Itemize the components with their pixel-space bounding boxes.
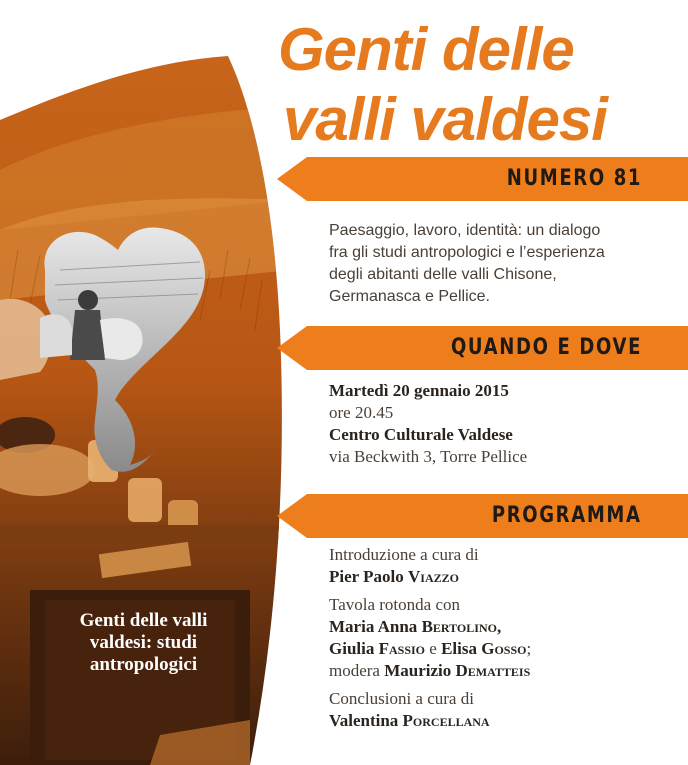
cover-caption-line: antropologici [89,654,198,675]
description-line: fra gli studi antropologici e l’esperienza [329,244,605,261]
program-conclusion-label: Conclusioni a cura di [329,689,474,708]
banner-numero [277,157,688,201]
speaker-last-name: Viazzo [408,567,459,586]
event-date: Martedì 20 gennaio 2015 [329,381,509,400]
cover-caption-line: Genti delle valli [79,610,208,631]
program-round-label: Tavola rotonda con [329,595,460,614]
description-line: Paesaggio, lavoro, identità: un dialogo [329,222,601,239]
program-panelist-1: Maria Anna Bertolino, [329,617,502,636]
banner-label-programma: PROGRAMMA [492,503,642,528]
program-intro-speaker [329,566,531,588]
speaker-first-name: Giulia [329,639,375,658]
speaker-last-name: Bertolino [421,617,497,636]
description [329,220,659,308]
event-address: via Beckwith 3, Torre Pellice [329,447,528,466]
title-line-2: valli valdesi [283,86,607,153]
banner-label-numero: NUMERO 81 [506,166,642,191]
event-details [329,380,527,468]
banner-programma [277,494,688,538]
program-panelists-2-3: Giulia Fassio e Elisa Gosso; [329,639,532,658]
cover-caption-line: valdesi: studi [89,632,198,653]
speaker-last-name: Dematteis [455,661,531,680]
program-conclusion-speaker [329,710,531,732]
program [329,544,531,732]
event-time: ore 20.45 [329,403,394,422]
speaker-last-name: Gosso [481,639,527,658]
speaker-first-name: Valentina [329,711,399,730]
description-line: Germanasca e Pellice. [329,288,490,305]
cover-caption [56,610,231,676]
speaker-last-name: Porcellana [402,711,490,730]
banner-quando-e-dove [277,326,688,370]
speaker-first-name: Pier Paolo [329,567,404,586]
conjunction: e [429,639,437,658]
program-moderator [329,660,531,682]
program-intro-label: Introduzione a cura di [329,545,479,564]
speaker-last-name: Fassio [378,639,426,658]
title-line-1: Genti delle [278,16,574,83]
banner-label-quando: QUANDO E DOVE [450,335,642,360]
speaker-first-name: Maurizio [384,661,452,680]
speaker-first-name: Maria Anna [329,617,418,636]
description-line: degli abitanti delle valli Chisone, [329,266,557,283]
moderator-label: modera [329,661,380,680]
event-venue: Centro Culturale Valdese [329,425,513,444]
speaker-first-name: Elisa [441,639,477,658]
